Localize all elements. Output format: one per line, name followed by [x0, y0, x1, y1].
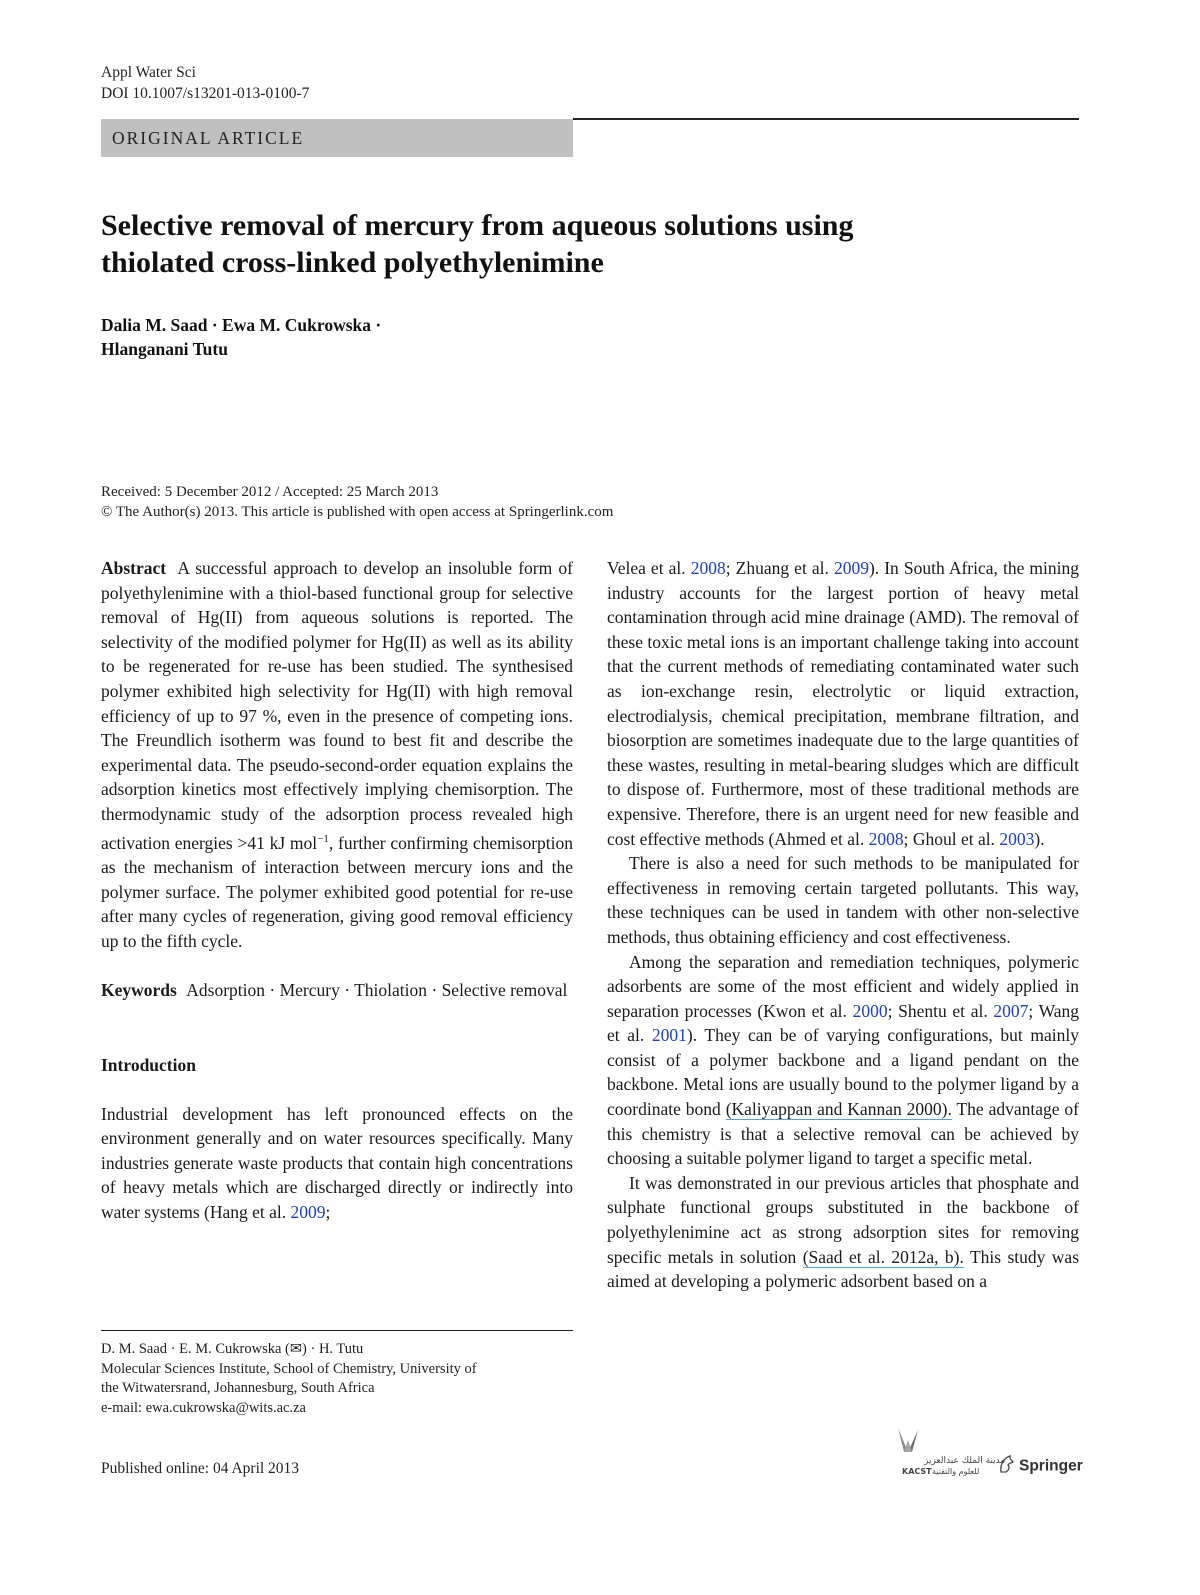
affiliation-footnote [101, 1340, 573, 1418]
citation-link[interactable]: 2008 [690, 558, 726, 578]
citation-link-boxed[interactable]: (Saad et al. 2012a, b). [802, 1246, 964, 1267]
right-paragraph-3 [607, 950, 1079, 1171]
article-dates [101, 482, 613, 522]
authors-line-2: Hlanganani Tutu [101, 339, 228, 359]
right-paragraph-1 [607, 556, 1079, 851]
citation-link[interactable]: 2008 [868, 828, 904, 849]
author-list [101, 313, 381, 361]
header-rule [573, 118, 1079, 120]
journal-name: Appl Water Sci [101, 64, 196, 81]
authors-line-1: Dalia M. Saad · Ewa M. Cukrowska · [101, 315, 382, 335]
title-line-1: Selective removal of mercury from aqueous solutions using [101, 209, 854, 242]
affiliation-authors: D. M. Saad · E. M. Cukrowska (✉) · H. Tutu [101, 1341, 364, 1357]
title-line-2: thiolated cross-linked polyethylenimine [101, 246, 604, 279]
intro-text: Industrial development has left pronounced effects on the environment generally and on water resources specifically. Many industries generate waste products that contain high concentrations of heavy metals which are discharged directly or indirectly into water systems (Hang et al. [101, 1103, 573, 1222]
footnote-rule [101, 1330, 573, 1331]
springer-wordmark: Springer [1019, 1457, 1083, 1475]
text-run: ). [1034, 828, 1045, 849]
kacst-text: KACST [902, 1467, 932, 1476]
citation-link[interactable]: 2001 [651, 1025, 687, 1046]
left-column [101, 556, 573, 1224]
copyright-line: © The Author(s) 2013. This article is published with open access at Springerlink.com [101, 504, 614, 520]
journal-header [101, 62, 309, 104]
text-run: ; Zhuang et al. [725, 558, 834, 578]
affiliation-location: the Witwatersrand, Johannesburg, South Africa [101, 1380, 375, 1396]
citation-link[interactable]: 2000 [852, 1000, 888, 1021]
text-run: ; Wang et al. [607, 1000, 1080, 1046]
abstract-label: Abstract [101, 558, 167, 578]
kacst-arabic-text: مدينة الملك عبدالعزيز [924, 1456, 1006, 1466]
abstract-superscript: −1 [317, 832, 329, 845]
citation-link[interactable]: 2003 [999, 828, 1035, 849]
citation-link[interactable]: 2009 [290, 1201, 326, 1222]
article-type-banner: ORIGINAL ARTICLE [101, 119, 573, 157]
introduction-paragraph [101, 1102, 573, 1225]
introduction-heading: Introduction [101, 1054, 196, 1075]
text-run: ; Shentu et al. [887, 1000, 994, 1021]
affiliation-email[interactable]: e-mail: ewa.cukrowska@wits.ac.za [101, 1399, 306, 1416]
text-run: It was demonstrated in our previous articles that phosphate and sulphate functional groups substituted in the backbone of polyethylenimine act as strong adsorption sites for removing specific metals in solution [607, 1172, 1079, 1267]
citation-link[interactable]: 2007 [993, 1000, 1029, 1021]
affiliation-institute: Molecular Sciences Institute, School of Chemistry, University of [101, 1360, 477, 1377]
abstract [101, 556, 573, 953]
kacst-leaf-icon [894, 1426, 1006, 1476]
text-run: Velea et al. [607, 558, 691, 578]
keywords [101, 978, 573, 1003]
text-run: ). They can be of varying configurations, but mainly consist of a polymer backbone and a ligand pendant on the backbone. Metal ions are usually bound to the polymer ligand by a coordinate bond [607, 1025, 1079, 1120]
springer-horse-icon [998, 1454, 1016, 1479]
citation-link[interactable]: 2009 [833, 558, 869, 578]
intro-text-end: ; [325, 1201, 331, 1222]
abstract-text-end: , further confirming chemisorption as the mechanism of interaction between mercury ions and the polymer surface. The polymer exhibited good potential for re-use after many cycles of regeneration, giving good removal efficiency up to the fifth cycle. [101, 832, 573, 951]
text-run: The advantage of this chemistry is that a selective removal can be achieved by choosing a suitable polymer ligand to target a specific metal. [607, 1099, 1079, 1169]
text-run: This study was aimed at developing a polymeric adsorbent based on a [607, 1246, 1080, 1292]
right-paragraph-4 [607, 1171, 1079, 1294]
keywords-text: Adsorption · Mercury · Thiolation · Selective removal [186, 980, 568, 1001]
right-paragraph-2: There is also a need for such methods to be manipulated for effectiveness in removing certain targeted pollutants. This way, these techniques can be used in tandem with other non-selective methods, thus obtaining efficiency and cost effectiveness. [607, 853, 1079, 947]
published-date: Published online: 04 April 2013 [101, 1460, 300, 1477]
abstract-text: A successful approach to develop an insoluble form of polyethylenimine with a thiol-based functional group for selective removal of Hg(II) from aqueous solutions is reported. The selectivity of the modified polymer for Hg(II) as well as its ability to be regenerated for re-use has been studied. The synthesised polymer exhibited high selectivity for Hg(II) with high removal efficiency of up to 97 %, even in the presence of competing ions. The Freundlich isotherm was found to best fit and describe the experimental data. The pseudo-second-order equation explains the adsorption kinetics most effectively implying chemisorption. The thermodynamic study of the adsorption process revealed high activation energies >41 kJ mol [101, 558, 573, 853]
text-run: ). In South Africa, the mining industry accounts for the largest portion of heavy metal contamination through acid mine drainage (AMD). The removal of these toxic metal ions is an important challenge taking into account that the current methods of remediating contaminated water such as ion-exchange resin, electrolytic or liquid extraction, electrodialysis, chemical precipitation, membrane filtration, and biosorption are sometimes inadequate due to the large quantities of these wastes, resulting in metal-bearing sludges which are difficult to dispose of. Furthermore, most of these traditional methods are expensive. Therefore, there is an urgent need for new feasible and cost effective methods (Ahmed et al. [607, 558, 1079, 849]
text-run: ; Ghoul et al. [903, 828, 1000, 849]
springer-logo [998, 1454, 1083, 1479]
kacst-logo [894, 1426, 1006, 1476]
received-accepted: Received: 5 December 2012 / Accepted: 25 March 2013 [101, 484, 439, 500]
keywords-label: Keywords [101, 980, 177, 1001]
right-column [607, 556, 1079, 1294]
citation-link-boxed[interactable]: (Kaliyappan and Kannan 2000). [725, 1099, 952, 1120]
journal-doi: DOI 10.1007/s13201-013-0100-7 [101, 85, 310, 102]
text-run: Among the separation and remediation techniques, polymeric adsorbents are some of the most efficient and widely applied in separation processes (Kwon et al. [607, 951, 1079, 1021]
kacst-arabic-text-2: للعلوم والتقنية [932, 1467, 980, 1476]
article-title [101, 207, 1001, 281]
